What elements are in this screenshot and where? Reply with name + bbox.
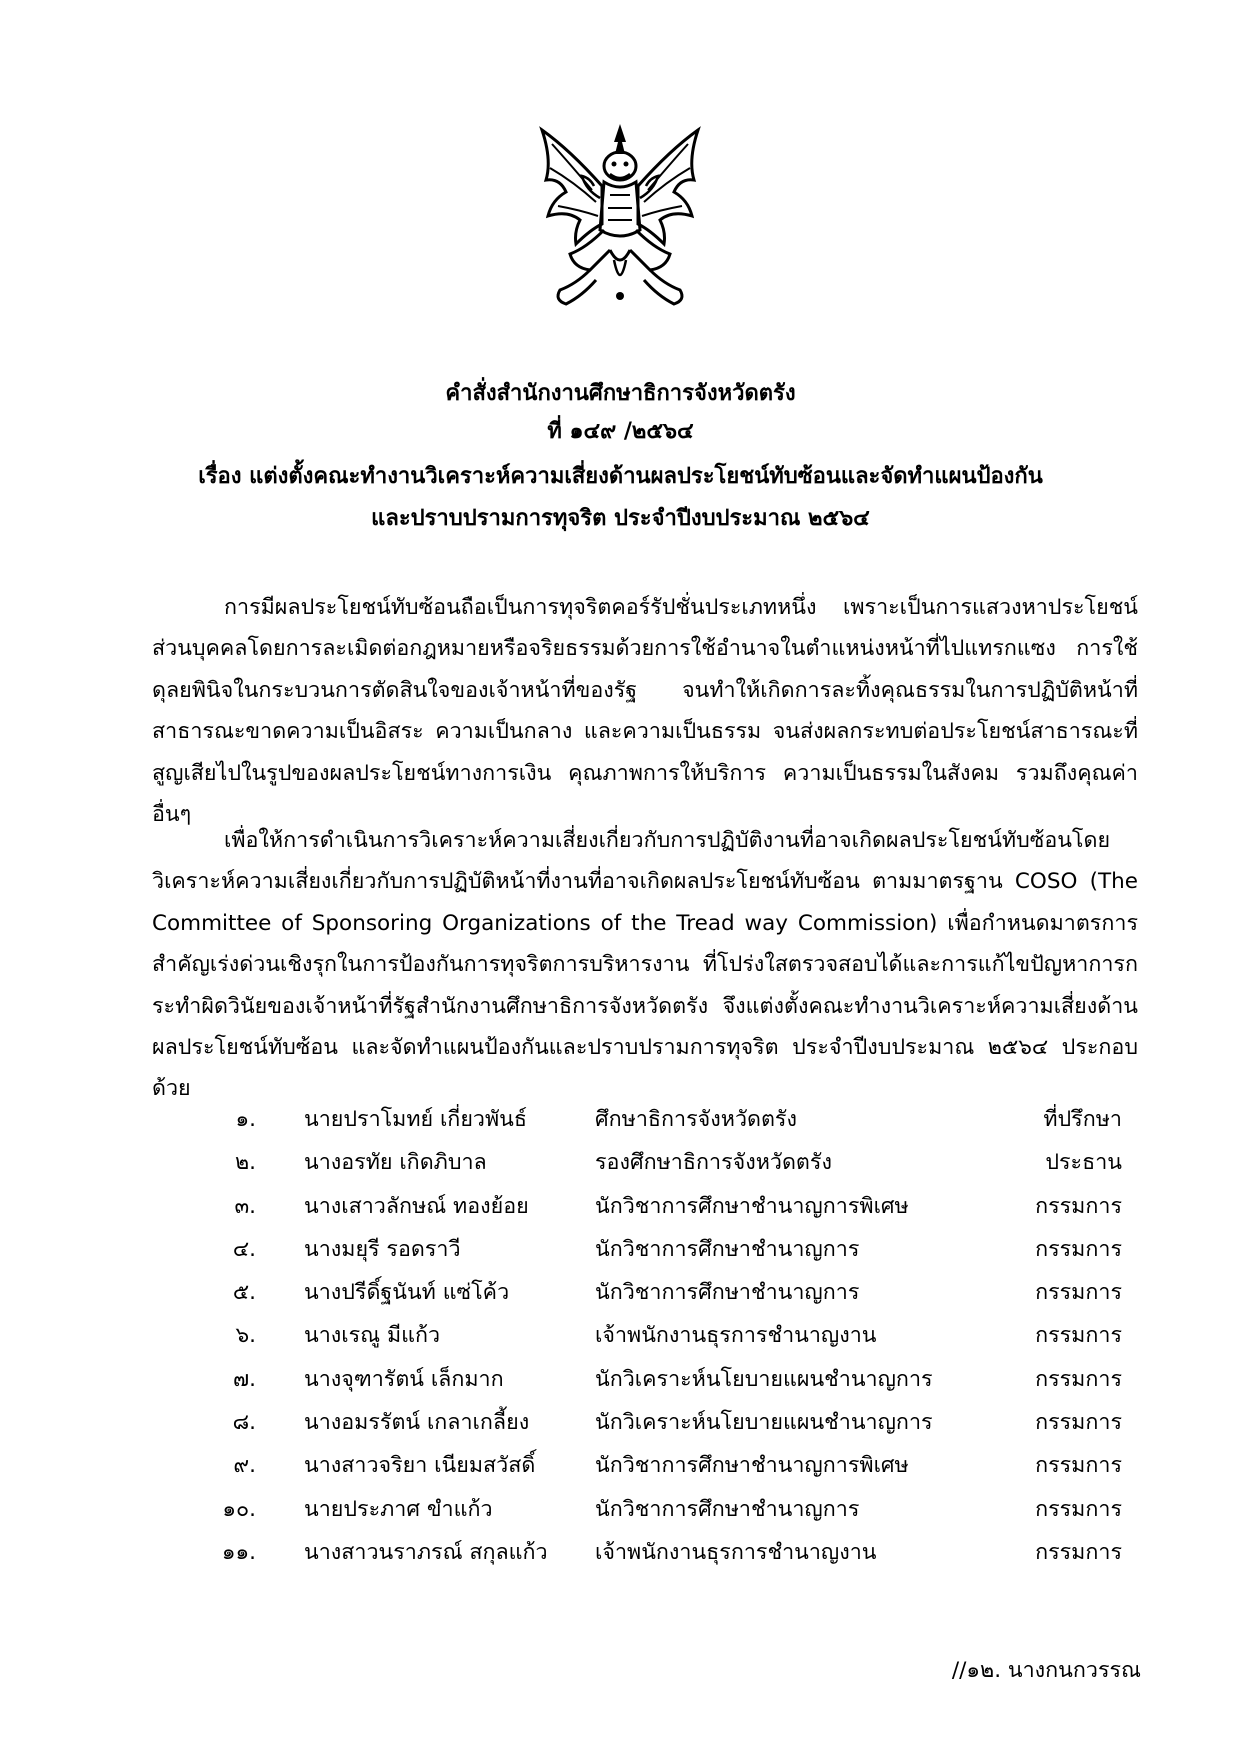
- member-name: นายปราโมทย์ เกี่ยวพันธ์: [304, 1107, 527, 1132]
- member-name: นางอมรรัตน์ เกลาเกลี้ยง: [304, 1410, 530, 1436]
- member-row: [152, 1271, 1138, 1314]
- member-role: ประธาน: [1045, 1150, 1122, 1176]
- member-name: นางจุฑารัตน์ เล็กมาก: [304, 1366, 504, 1392]
- member-number: ๙.: [233, 1453, 256, 1479]
- member-name: นางสาวนราภรณ์ สกุลแก้ว: [304, 1539, 548, 1565]
- member-row: [152, 1185, 1138, 1228]
- member-position: นักวิเคราะห์นโยบายแผนชำนาญการ: [595, 1366, 933, 1392]
- body-paragraph-1: การมีผลประโยชน์ทับซ้อนถือเป็นการทุจริตคอร์รัปชั่นประเภทหนึ่ง เพราะเป็นการแสวงหาประโยชน์ส่วนบุคคลโดยการละเมิดต่อกฎหมายหรือจริยธรรมด้วยการใช้อำนาจในตำแหน่งหน้าที่ไปแทรกแซง การใช้ดุลยพินิจในกระบวนการตัดสินใจของเจ้าหน้าที่ของรัฐ จนทำให้เกิดการละทิ้งคุณธรรมในการปฏิบัติหน้าที่สาธารณะขาดความเป็นอิสระ ความเป็นกลาง และความเป็นธรรม จนส่งผลกระทบต่อประโยชน์สาธารณะที่สูญเสียไปในรูปของผลประโยชน์ทางการเงิน คุณภาพการให้บริการ ความเป็นธรรมในสังคม รวมถึงคุณค่าอื่นๆ: [152, 595, 1138, 828]
- member-role: กรรมการ: [1035, 1236, 1122, 1262]
- member-name: นางปรีดิ์ฐนันท์ แซ่โค้ว: [304, 1280, 510, 1306]
- member-role: กรรมการ: [1035, 1410, 1122, 1436]
- member-role: ที่ปรึกษา: [1043, 1107, 1122, 1132]
- member-role: กรรมการ: [1035, 1453, 1122, 1479]
- member-number: ๑.: [235, 1107, 256, 1132]
- member-position: เจ้าพนักงานธุรการชำนาญงาน: [595, 1323, 877, 1349]
- member-name: นางสาวจริยา เนียมสวัสดิ์: [304, 1453, 536, 1479]
- member-position: นักวิชาการศึกษาชำนาญการ: [595, 1496, 860, 1522]
- member-number: ๑๑.: [221, 1539, 256, 1565]
- member-role: กรรมการ: [1035, 1323, 1122, 1349]
- member-position: นักวิชาการศึกษาชำนาญการพิเศษ: [595, 1453, 909, 1479]
- member-number: ๓.: [234, 1193, 256, 1219]
- member-position: นักวิชาการศึกษาชำนาญการ: [595, 1280, 860, 1306]
- member-row: [152, 1531, 1138, 1574]
- member-row: [152, 1314, 1138, 1357]
- member-role: กรรมการ: [1035, 1366, 1122, 1392]
- member-name: นายประภาศ ขำแก้ว: [304, 1496, 493, 1522]
- member-row: [152, 1358, 1138, 1401]
- member-row: [152, 1228, 1138, 1271]
- document-number: ที่ ๑๔๙ /๒๕๖๔: [547, 419, 694, 444]
- member-role: กรรมการ: [1035, 1496, 1122, 1522]
- member-role: กรรมการ: [1035, 1193, 1122, 1219]
- member-name: นางเรณู มีแก้ว: [304, 1323, 441, 1349]
- member-number: ๔.: [232, 1236, 256, 1262]
- continuation-note: //๑๒. นางกนกวรรณ: [951, 1658, 1141, 1683]
- member-name: นางมยุรี รอดราวี: [304, 1236, 461, 1262]
- member-row: [152, 1488, 1138, 1531]
- garuda-emblem-icon: [530, 120, 710, 310]
- member-number: ๖.: [235, 1323, 256, 1349]
- member-role: กรรมการ: [1035, 1280, 1122, 1306]
- member-number: ๒.: [234, 1150, 256, 1176]
- member-position: เจ้าพนักงานธุรการชำนาญงาน: [595, 1539, 877, 1565]
- member-position: รองศึกษาธิการจังหวัดตรัง: [595, 1150, 832, 1176]
- member-name: นางเสาวลักษณ์ ทองย้อย: [304, 1193, 529, 1219]
- member-position: นักวิเคราะห์นโยบายแผนชำนาญการ: [595, 1410, 933, 1436]
- member-row: [152, 1401, 1138, 1444]
- committee-member-list: [152, 1098, 1138, 1574]
- member-position: นักวิชาการศึกษาชำนาญการ: [595, 1236, 860, 1262]
- document-subject-line-2: และปราบปรามการทุจริต ประจำปีงบประมาณ ๒๕๖๔: [371, 506, 870, 531]
- member-number: ๘.: [232, 1410, 256, 1436]
- body-paragraph-2: เพื่อให้การดำเนินการวิเคราะห์ความเสี่ยงเกี่ยวกับการปฏิบัติงานที่อาจเกิดผลประโยชน์ทับซ้อนโดยวิเคราะห์ความเสี่ยงเกี่ยวกับการปฏิบัติหน้าที่งานที่อาจเกิดผลประโยชน์ทับซ้อน ตามมาตรฐาน COSO (The Committee of Sponsoring Organizations of the Tread way Commission) เพื่อกำหนดมาตรการสำคัญเร่งด่วนเชิงรุกในการป้องกันการทุจริตการบริหารงาน ที่โปร่งใสตรวจสอบได้และการแก้ไขปัญหาการกระทำผิดวินัยของเจ้าหน้าที่รัฐสำนักงานศึกษาธิการจังหวัดตรัง จึงแต่งตั้งคณะทำงานวิเคราะห์ความเสี่ยงด้านผลประโยชน์ทับซ้อน และจัดทำแผนป้องกันและปราบปรามการทุจริต ประจำปีงบประมาณ ๒๕๖๔ ประกอบด้วย: [152, 828, 1138, 1102]
- member-row: [152, 1098, 1138, 1141]
- member-number: ๑๐.: [222, 1496, 256, 1522]
- member-row: [152, 1444, 1138, 1487]
- member-position: ศึกษาธิการจังหวัดตรัง: [595, 1107, 797, 1132]
- document-subject-line-1: เรื่อง แต่งตั้งคณะทำงานวิเคราะห์ความเสี่ยงด้านผลประโยชน์ทับซ้อนและจัดทำแผนป้องกัน: [198, 464, 1043, 489]
- member-number: ๕.: [232, 1280, 256, 1306]
- member-position: นักวิชาการศึกษาชำนาญการพิเศษ: [595, 1193, 909, 1219]
- member-number: ๗.: [232, 1366, 256, 1392]
- member-role: กรรมการ: [1035, 1539, 1122, 1565]
- member-row: [152, 1141, 1138, 1184]
- member-name: นางอรทัย เกิดภิบาล: [304, 1150, 487, 1176]
- document-title: คำสั่งสำนักงานศึกษาธิการจังหวัดตรัง: [445, 381, 796, 406]
